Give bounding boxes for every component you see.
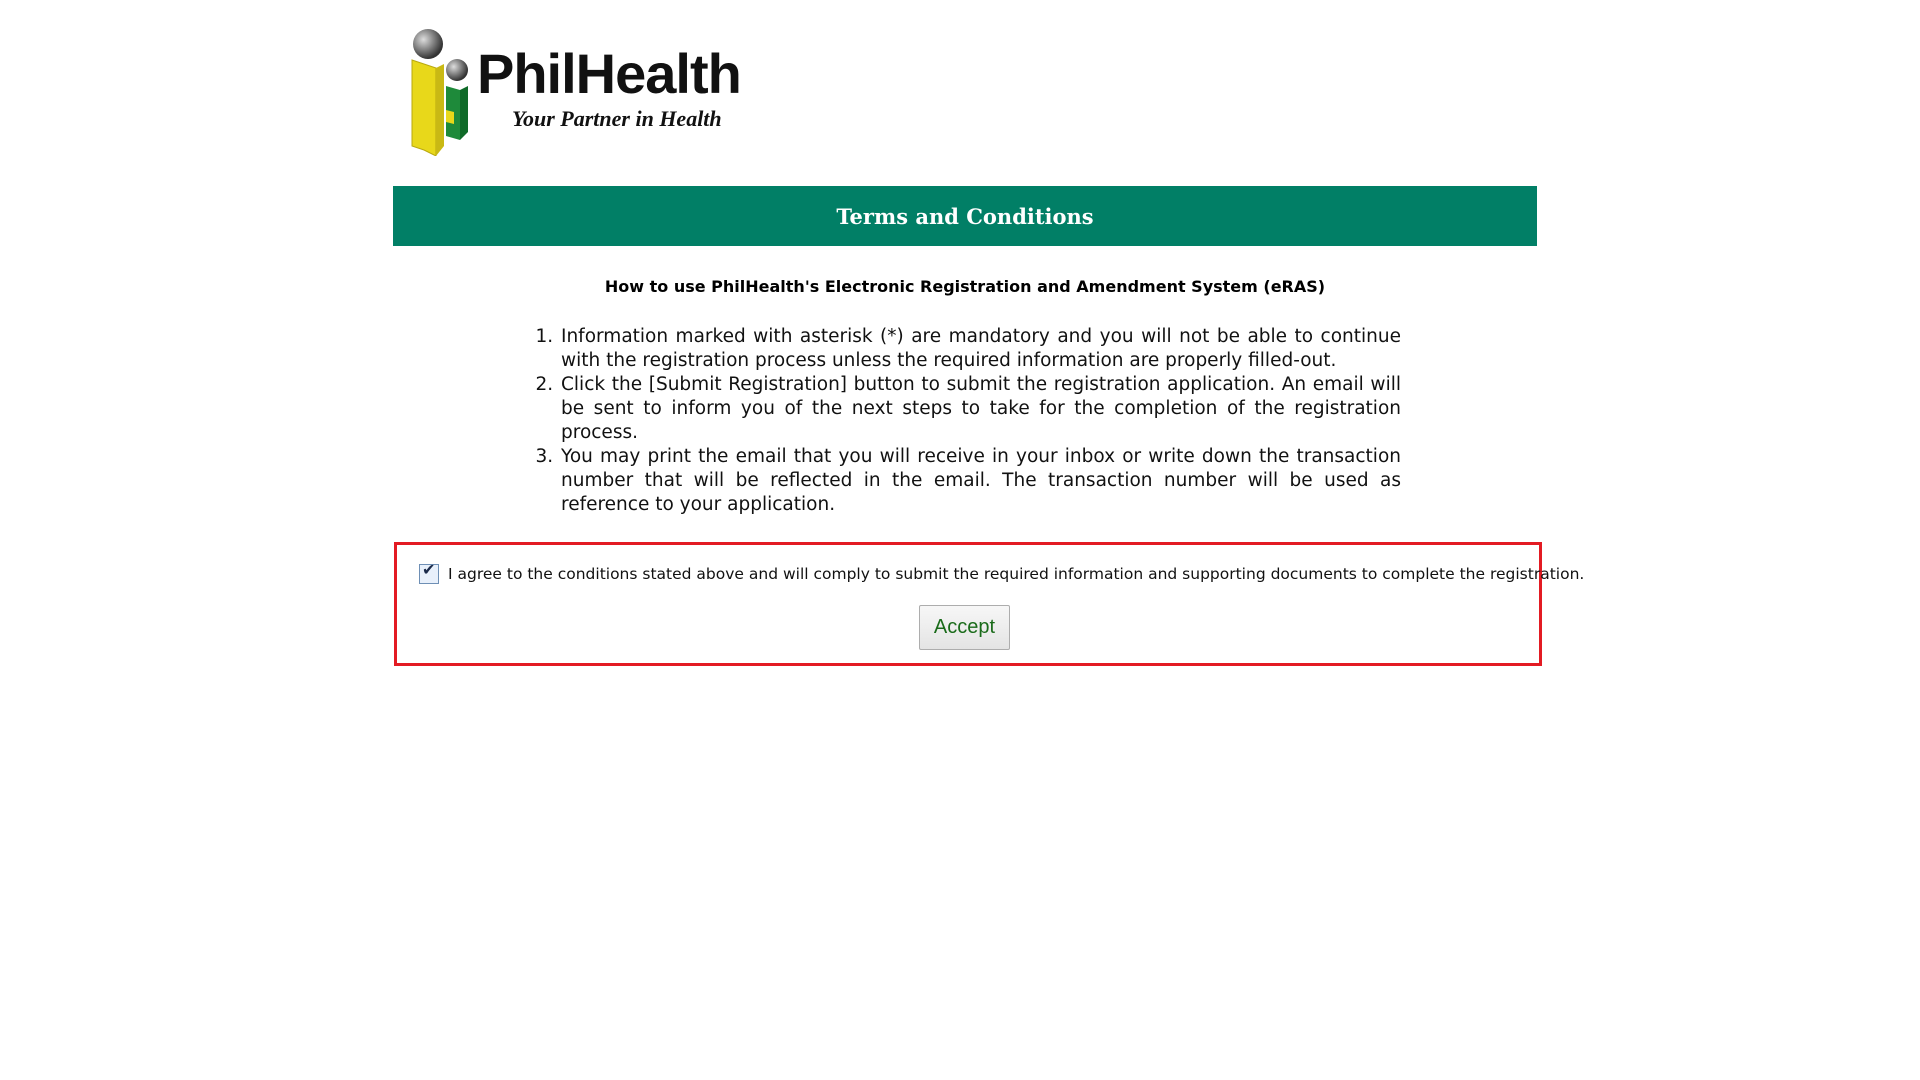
page-title: Terms and Conditions (836, 203, 1094, 229)
instructions-subtitle: How to use PhilHealth's Electronic Registration and Amendment System (eRAS) (604, 277, 1326, 296)
checkmark-icon: ✔ (422, 560, 436, 579)
instruction-item: 2. Click the [Submit Registration] button to submit the registration application. An email will be sent to inform you of the next steps to take for the completion of the registration process. (559, 373, 1401, 445)
agree-checkbox[interactable] (419, 560, 439, 584)
logo-name: PhilHealth (477, 42, 741, 105)
logo-tagline: Your Partner in Health (512, 106, 722, 131)
instruction-item: 3. You may print the email that you will receive in your inbox or write down the transaction number that will be reflected in the email. The transaction number will be used as reference to your application. (559, 445, 1401, 517)
agreement-box (394, 542, 1585, 666)
philhealth-logo-figure-icon (410, 28, 482, 156)
philhealth-logo (410, 28, 750, 156)
instruction-item: 1. Information marked with asterisk (*) are mandatory and you will not be able to continue with the registration process unless the required information are properly filled-out. (559, 325, 1401, 373)
agree-label: I agree to the conditions stated above and will comply to submit the required information and supporting documents to complete the registration. (448, 565, 1585, 583)
instructions-list (534, 325, 1401, 517)
agreement-row (419, 560, 1585, 584)
header-bar (393, 186, 1537, 246)
accept-button[interactable]: Accept (919, 605, 1010, 650)
